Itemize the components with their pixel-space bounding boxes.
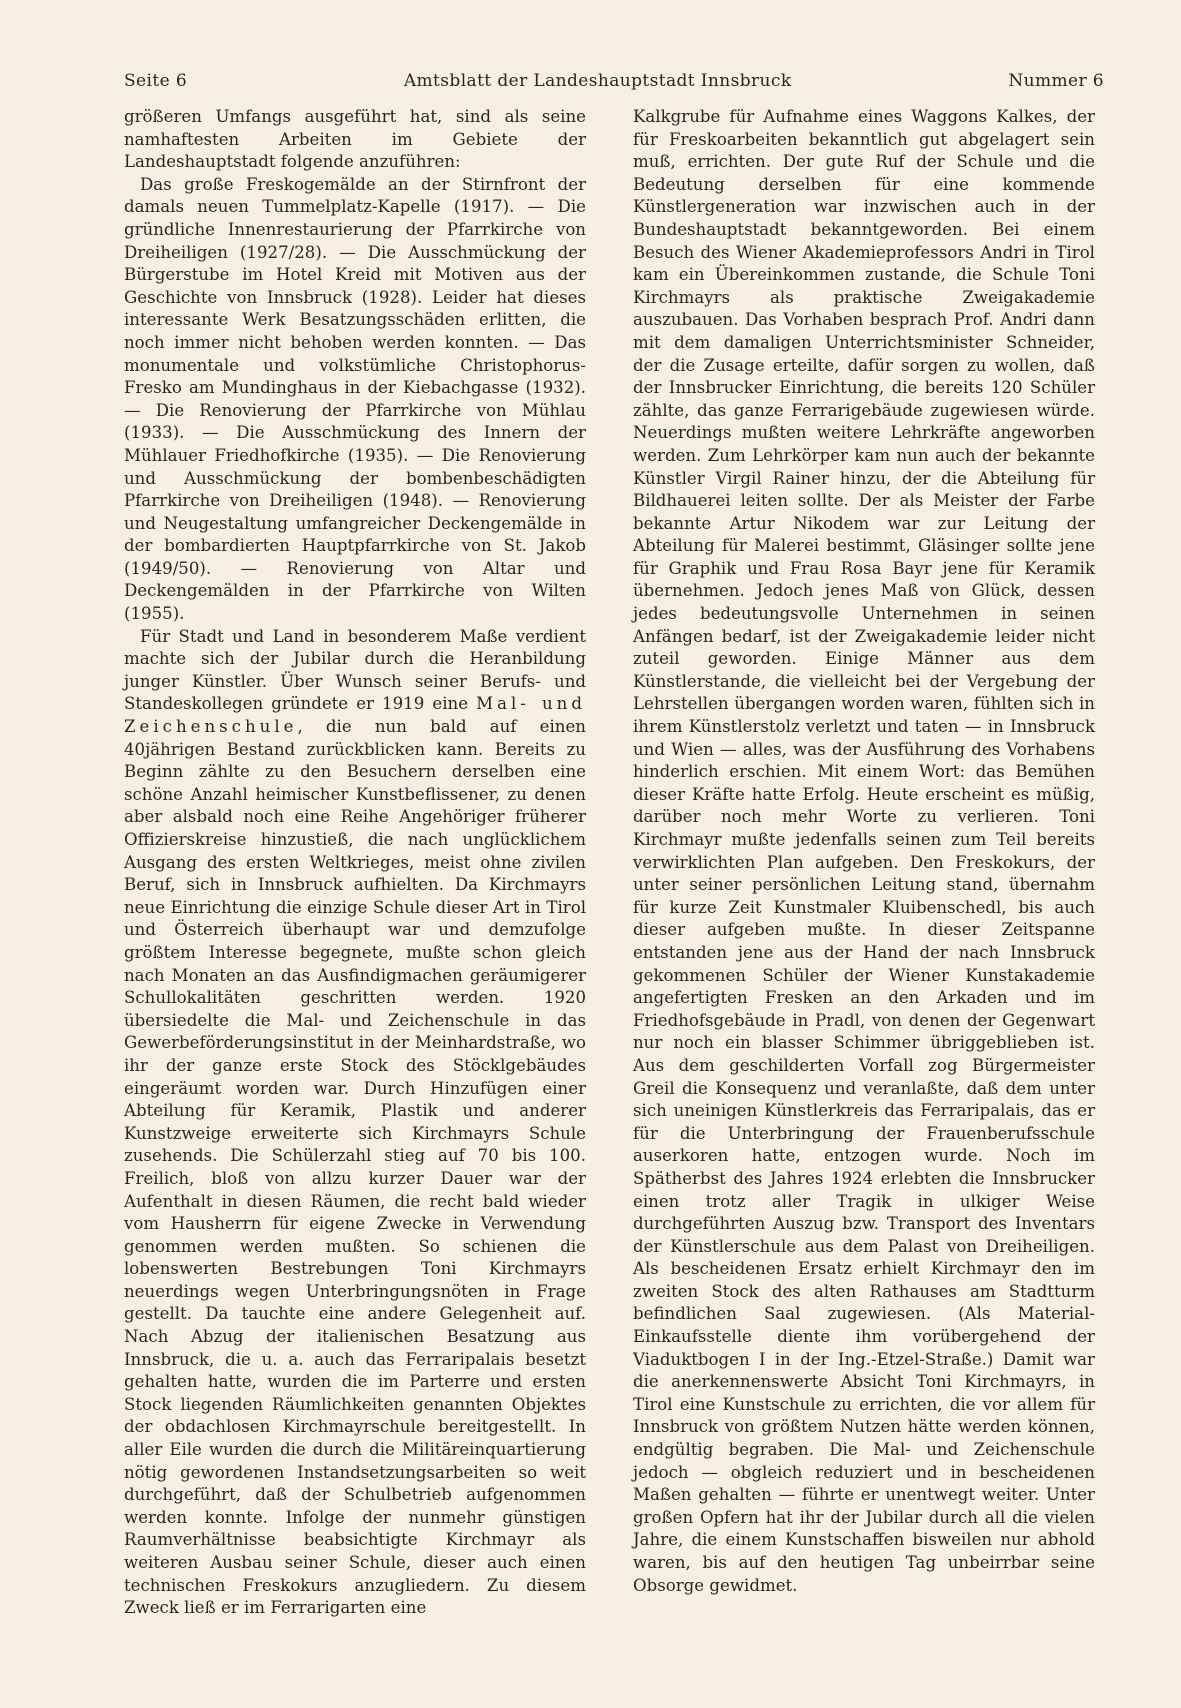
school-text-start: Für Stadt und Land in besonderem Maße verdient machte sich der Jubilar durch die Heranbildung junger Künstler. Über Wunsch seiner Berufs- und Standeskollegen gründete er 1919 eine <box>124 626 586 714</box>
left-paragraph-intro: größeren Umfangs ausgeführt hat, sind als seine namhaftesten Arbeiten im Gebiete der Landeshauptstadt folgende anzuführen: <box>124 107 586 172</box>
school-text-rest: , die nun bald auf einen 40jährigen Bestand zurückblicken kann. Bereits zu Beginn zählte zu den Besuchern derselben eine schöne Anzahl heimischer Kunstbeflissener, zu denen aber alsbald noch eine Reihe Angehöriger früherer Offizierskreise hinzustieß, die nach unglücklichem Ausgang des ersten Weltkrieges, meist ohne zivilen Beruf, sich in Innsbruck aufhielten. Da Kirchmayrs neue Einrichtung die einzige Schule dieser Art in Tirol und Österreich überhaupt war und demzufolge größtem Interesse begegnete, mußte schon gleich nach Monaten an das Ausfindigmachen geräumigerer Schullokalitäten geschritten werden. 1920 übersiedelte die Mal- und Zeichenschule in das Gewerbeförderungsinstitut in der Meinhardstraße, wo ihr der ganze erste Stock des Stöcklgebäudes eingeräumt worden war. Durch Hinzufügen einer Abteilung für Keramik, Plastik und anderer Kunstzweige erweiterte sich Kirchmayrs Schule zusehends. Die Schülerzahl stieg auf 70 bis 100. Freilich, bloß von allzu kurzer Dauer war der Aufenthalt in diesen Räumen, die recht bald wieder vom Hausherrn für eigene Zwecke in Verwendung genommen werden mußten. So schienen die lobenswerten Bestrebungen Toni Kirchmayrs neuerdings wegen Unterbringungsnöten in Frage gestellt. Da tauchte eine andere Gelegenheit auf. Nach Abzug der italienischen Besatzung aus Innsbruck, die u. a. auch das Ferraripalais besetzt gehalten hatte, wurden die im Parterre und ersten Stock liegenden Räumlichkeiten genannten Objektes der obdachlosen Kirchmayrschule bereitgestellt. In aller Eile wurden die durch die Militäreinquartierung nötig gewordenen Instandsetzungsarbeiten so weit durchgeführt, daß der Schulbetrieb aufgenommen werden konnte. Infolge der nunmehr günstigen Raumverhältnisse beabsichtigte Kirchmayr als weiteren Ausbau seiner Schule, dieser auch einen technischen Freskokurs anzugliedern. Zu diesem Zweck ließ er im Ferrarigarten eine <box>124 717 586 1618</box>
left-paragraph-works: Das große Freskogemälde an der Stirnfront der damals neuen Tummelplatz-Kapelle (1917). — Die gründliche Innenrestaurierung der Pfarrkirche von Dreiheiligen (1927/28). — Die Ausschmückung der Bürgerstube im Hotel Kreid mit Motiven aus der Geschichte von Innsbruck (1928). Leider hat dieses interessante Werk Besatzungsschäden erlitten, die noch immer nicht behoben werden konnten. — Das monumentale und volkstümliche Christophorus-Fresko am Mundinghaus in der Kiebachgasse (1932). — Die Renovierung der Pfarrkirche von Mühlau (1933). — Die Ausschmückung des Innern der Mühlauer Friedhofkirche (1935). — Die Renovierung und Ausschmückung der bombenbeschädigten Pfarrkirche von Dreiheiligen (1948). — Renovierung und Neugestaltung umfangreicher Deckengemälde in der bombardierten Hauptpfarrkirche von St. Jakob (1949/50). — Renovierung von Altar und Deckengemälden in der Pfarrkirche von Wilten (1955). <box>124 174 586 624</box>
page-header <box>124 68 1104 94</box>
school-name-emphasis: Mal- und Zeichenschule <box>124 694 586 737</box>
publication-title: Amtsblatt der Landeshauptstadt Innsbruck <box>403 71 792 91</box>
right-column <box>633 106 1095 1597</box>
right-paragraph: Kalkgrube für Aufnahme eines Waggons Kalkes, der für Freskoarbeiten bekanntlich gut abgelagert sein muß, errichten. Der gute Ruf der Schule und die Bedeutung derselben für eine kommende Künstlergeneration war inzwischen auch in der Bundeshauptstadt bekanntgeworden. Bei einem Besuch des Wiener Akademieprofessors Andri in Tirol kam ein Übereinkommen zustande, die Schule Toni Kirchmayrs als praktische Zweigakademie auszubauen. Das Vorhaben besprach Prof. Andri dann mit dem damaligen Unterrichtsminister Schneider, der die Zusage erteilte, dafür sorgen zu wollen, daß der Innsbrucker Einrichtung, die bereits 120 Schüler zählte, das ganze Ferrarigebäude zugewiesen würde. Neuerdings mußten weitere Lehrkräfte angeworben werden. Zum Lehrkörper kam nun auch der bekannte Künstler Virgil Rainer hinzu, der die Abteilung für Bildhauerei leiten sollte. Der als Meister der Farbe bekannte Artur Nikodem war zur Leitung der Abteilung für Malerei bestimmt, Gläsinger sollte jene für Graphik und Frau Rosa Bayr jene für Keramik übernehmen. Jedoch jenes Maß von Glück, dessen jedes bedeutungsvolle Unternehmen in seinen Anfängen bedarf, ist der Zweigakademie leider nicht zuteil geworden. Einige Männer aus dem Künstlerstande, die vielleicht bei der Vergebung der Lehrstellen übergangen worden waren, fühlten sich in ihrem Künstlerstolz verletzt und taten — in Innsbruck und Wien — alles, was der Ausführung des Vorhabens hinderlich erschien. Mit einem Wort: das Bemühen dieser Kräfte hatte Erfolg. Heute erscheint es müßig, darüber noch mehr Worte zu verlieren. Toni Kirchmayr mußte jedenfalls seinen zum Teil bereits verwirklichten Plan aufgeben. Den Freskokurs, der unter seiner persönlichen Leitung stand, übernahm für kurze Zeit Kunstmaler Kluibenschedl, bis auch dieser aufgeben mußte. In dieser Zeitspanne entstanden jene aus der Hand der nach Innsbruck gekommenen Schüler der Wiener Kunstakademie angefertigten Fresken an den Arkaden und im Friedhofsgebäude in Pradl, von denen der Gegenwart nur noch ein blasser Schimmer übriggeblieben ist. Aus dem geschilderten Vorfall zog Bürgermeister Greil die Konsequenz und veranlaßte, daß dem unter sich uneinigen Künstlerkreis das Ferraripalais, das er für die Unterbringung der Frauenberufsschule auserkoren hatte, entzogen wurde. Noch im Spätherbst des Jahres 1924 erlebten die Innsbrucker einen trotz aller Tragik in ulkiger Weise durchgeführten Auszug bzw. Transport des Inventars der Künstlerschule aus dem Palast von Dreiheiligen. Als bescheidenen Ersatz erhielt Kirchmayr den im zweiten Stock des alten Rathauses am Stadtturm befindlichen Saal zugewiesen. (Als Material-Einkaufsstelle diente ihm vorübergehend der Viaduktbogen I in der Ing.-Etzel-Straße.) Damit war die anerkennenswerte Absicht Toni Kirchmayrs, in Tirol eine Kunstschule zu errichten, die vor allem für Innsbruck von größtem Nutzen hätte werden können, endgültig begraben. Die Mal- und Zeichenschule jedoch — obgleich reduziert und in bescheidenen Maßen gehalten — führte er unentwegt weiter. Unter großen Opfern hat ihr der Jubilar durch all die vielen Jahre, die einem Kunstschaffen bisweilen nur abhold waren, bis auf den heutigen Tag unbeirrbar seine Obsorge gewidmet. <box>633 107 1095 1595</box>
left-paragraph-school <box>124 626 586 1620</box>
left-column <box>124 106 586 1620</box>
issue-number: Nummer 6 <box>1008 71 1104 91</box>
page-number: Seite 6 <box>124 71 188 91</box>
